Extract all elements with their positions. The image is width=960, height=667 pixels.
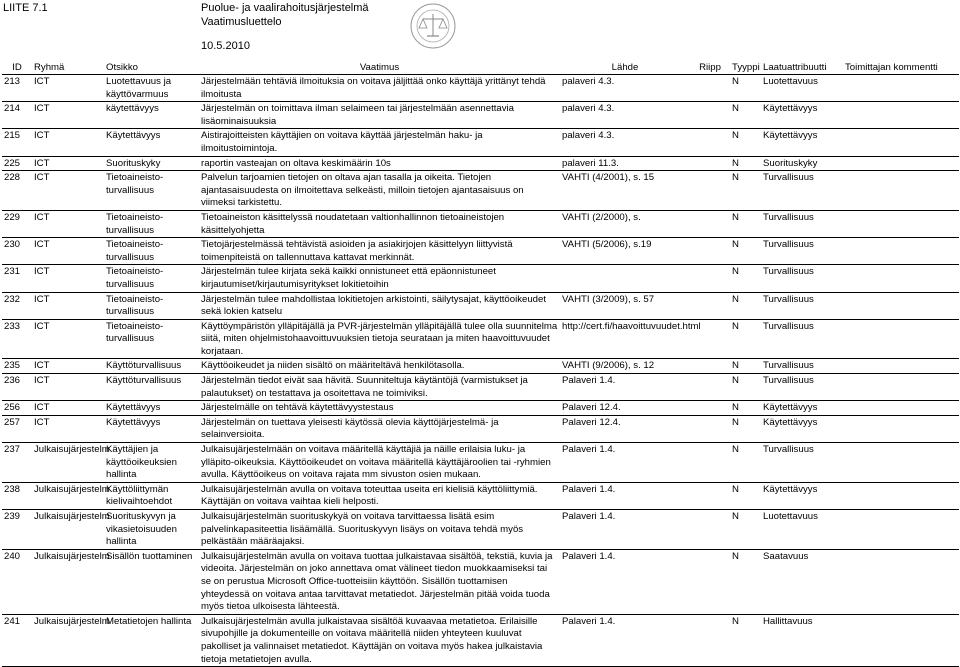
table-header-row — [2, 62, 959, 75]
cell-group: ICT — [32, 102, 104, 129]
cell-title: Tietoaineisto-turvallisuus — [104, 319, 199, 359]
cell-group: ICT — [32, 210, 104, 237]
cell-id: 232 — [2, 292, 32, 319]
cell-type: N — [730, 482, 761, 509]
cell-supplier-comment — [843, 510, 959, 550]
table-row — [2, 171, 959, 211]
cell-title: Tietoaineisto-turvallisuus — [104, 292, 199, 319]
cell-quality-attribute: Suorituskyky — [761, 156, 843, 171]
cell-title: Käyttäjien ja käyttöoikeuksien hallinta — [104, 443, 199, 483]
cell-id: 237 — [2, 443, 32, 483]
cell-dependency — [690, 292, 730, 319]
table-row — [2, 482, 959, 509]
cell-supplier-comment — [843, 319, 959, 359]
cell-supplier-comment — [843, 374, 959, 401]
cell-quality-attribute: Hallittavuus — [761, 614, 843, 666]
cell-type: N — [730, 171, 761, 211]
cell-requirement: Käyttöoikeudet ja niiden sisältö on määriteltävä henkilötasolla. — [199, 359, 560, 374]
cell-title: Käytettävyys — [104, 401, 199, 416]
column-header-dependency: Riipp — [699, 62, 721, 73]
cell-title: Tietoaineisto-turvallisuus — [104, 238, 199, 265]
cell-group: ICT — [32, 265, 104, 292]
cell-quality-attribute: Turvallisuus — [761, 319, 843, 359]
column-header-id: ID — [12, 62, 22, 73]
cell-source: Palaveri 1.4. — [560, 374, 690, 401]
table-row — [2, 415, 959, 442]
cell-dependency — [690, 171, 730, 211]
cell-dependency — [690, 210, 730, 237]
cell-id: 214 — [2, 102, 32, 129]
cell-dependency — [690, 102, 730, 129]
cell-quality-attribute: Turvallisuus — [761, 374, 843, 401]
cell-quality-attribute: Turvallisuus — [761, 265, 843, 292]
cell-type: N — [730, 292, 761, 319]
cell-group: ICT — [32, 75, 104, 102]
cell-supplier-comment — [843, 549, 959, 614]
table-row — [2, 443, 959, 483]
cell-source: VAHTI (9/2006), s. 12 — [560, 359, 690, 374]
cell-dependency — [690, 443, 730, 483]
cell-title: Tietoaineisto-turvallisuus — [104, 265, 199, 292]
cell-source: palaveri 4.3. — [560, 129, 690, 156]
cell-id: 239 — [2, 510, 32, 550]
cell-title: Käyttöturvallisuus — [104, 359, 199, 374]
table-row — [2, 374, 959, 401]
cell-supplier-comment — [843, 210, 959, 237]
cell-source: palaveri 11.3. — [560, 156, 690, 171]
cell-id: 241 — [2, 614, 32, 666]
cell-quality-attribute: Käytettävyys — [761, 415, 843, 442]
cell-type: N — [730, 238, 761, 265]
cell-id: 256 — [2, 401, 32, 416]
cell-dependency — [690, 156, 730, 171]
cell-id: 236 — [2, 374, 32, 401]
cell-source: Palaveri 12.4. — [560, 415, 690, 442]
cell-title: Suorituskyky — [104, 156, 199, 171]
cell-id: 231 — [2, 265, 32, 292]
cell-source — [560, 265, 690, 292]
cell-dependency — [690, 238, 730, 265]
cell-supplier-comment — [843, 129, 959, 156]
column-header-type: Tyyppi — [732, 62, 760, 73]
cell-quality-attribute: Turvallisuus — [761, 292, 843, 319]
cell-requirement: Järjestelmään tehtäviä ilmoituksia on voitava jäljittää onko käyttäjä yrittänyt tehdä ilmoitusta — [199, 75, 560, 102]
cell-group: ICT — [32, 401, 104, 416]
cell-supplier-comment — [843, 614, 959, 666]
table-row — [2, 129, 959, 156]
cell-source: palaveri 4.3. — [560, 102, 690, 129]
cell-requirement: Tietojärjestelmässä tehtävistä asioiden ja asiakirjojen käsittelyyn liittyvistä toimenpiteistä on tallennuttava kattavat merkinnät. — [199, 238, 560, 265]
cell-title: Tietoaineisto-turvallisuus — [104, 171, 199, 211]
cell-title: Luotettavuus ja käyttövarmuus — [104, 75, 199, 102]
cell-group: Julkaisujärjestelm — [32, 614, 104, 666]
cell-quality-attribute: Luotettavuus — [761, 510, 843, 550]
column-header-group: Ryhmä — [34, 62, 65, 73]
cell-group: ICT — [32, 292, 104, 319]
cell-title: Metatietojen hallinta — [104, 614, 199, 666]
cell-type: N — [730, 374, 761, 401]
cell-type: N — [730, 102, 761, 129]
cell-supplier-comment — [843, 238, 959, 265]
cell-id: 233 — [2, 319, 32, 359]
cell-dependency — [690, 374, 730, 401]
cell-source: palaveri 4.3. — [560, 75, 690, 102]
cell-id: 213 — [2, 75, 32, 102]
cell-group: Julkaisujärjestelm — [32, 510, 104, 550]
cell-supplier-comment — [843, 265, 959, 292]
cell-group: ICT — [32, 359, 104, 374]
cell-source: VAHTI (3/2009), s. 57 — [560, 292, 690, 319]
cell-dependency — [690, 129, 730, 156]
cell-dependency — [690, 75, 730, 102]
cell-title: Sisällön tuottaminen — [104, 549, 199, 614]
appendix-label: LIITE 7.1 — [3, 2, 48, 14]
cell-id: 235 — [2, 359, 32, 374]
title-line-2: Vaatimusluettelo — [201, 15, 282, 28]
cell-title: Käytettävyys — [104, 129, 199, 156]
cell-quality-attribute: Turvallisuus — [761, 359, 843, 374]
cell-dependency — [690, 549, 730, 614]
table-row — [2, 510, 959, 550]
cell-dependency — [690, 401, 730, 416]
cell-type: N — [730, 443, 761, 483]
cell-id: 228 — [2, 171, 32, 211]
cell-title: Tietoaineisto-turvallisuus — [104, 210, 199, 237]
cell-dependency — [690, 510, 730, 550]
cell-supplier-comment — [843, 443, 959, 483]
cell-title: Käytettävyys — [104, 415, 199, 442]
cell-quality-attribute: Käytettävyys — [761, 102, 843, 129]
cell-dependency — [690, 359, 730, 374]
cell-title: Käyttöliittymän kielivaihtoehdot — [104, 482, 199, 509]
cell-group: ICT — [32, 415, 104, 442]
table-row — [2, 359, 959, 374]
cell-quality-attribute: Turvallisuus — [761, 171, 843, 211]
column-header-quality-attribute: Laatuattribuutti — [763, 62, 827, 73]
cell-requirement: Käyttöympäristön ylläpitäjällä ja PVR-järjestelmän ylläpitäjällä tulee olla suunnitelma siitä, miten ohjelmistohaavoittuvuuksien tietoja seurataan ja miten haavoittuvuudet korjataan. — [199, 319, 560, 359]
cell-type: N — [730, 415, 761, 442]
table-row — [2, 265, 959, 292]
cell-supplier-comment — [843, 171, 959, 211]
cell-source: VAHTI (4/2001), s. 15 — [560, 171, 690, 211]
cell-group: ICT — [32, 374, 104, 401]
table-row — [2, 156, 959, 171]
cell-group: ICT — [32, 319, 104, 359]
document-title — [201, 2, 369, 29]
cell-group: Julkaisujärjestelm — [32, 482, 104, 509]
cell-id: 238 — [2, 482, 32, 509]
cell-requirement: Järjestelmän tulee mahdollistaa lokitietojen arkistointi, säilytysajat, käyttöoikeudet sekä lokien katselu — [199, 292, 560, 319]
cell-quality-attribute: Turvallisuus — [761, 238, 843, 265]
table-row — [2, 238, 959, 265]
cell-supplier-comment — [843, 75, 959, 102]
column-header-source: Lähde — [611, 62, 639, 73]
cell-source: VAHTI (2/2000), s. — [560, 210, 690, 237]
cell-source: Palaveri 1.4. — [560, 443, 690, 483]
cell-group: ICT — [32, 171, 104, 211]
cell-id: 257 — [2, 415, 32, 442]
cell-id: 225 — [2, 156, 32, 171]
cell-requirement: Järjestelmän on toimittava ilman selaimeen tai järjestelmään asennettavia lisäominaisuuksia — [199, 102, 560, 129]
document-header — [0, 0, 960, 50]
cell-supplier-comment — [843, 482, 959, 509]
cell-dependency — [690, 482, 730, 509]
cell-group: Julkaisujärjestelm — [32, 549, 104, 614]
cell-requirement: Julkaisujärjestelmän avulla julkaistavaa sisältöä kuvaavaa metatietoa. Erilaisille sivupohjille ja dokumenteille on voitava määritellä niiden yhteyteen kuuluvat pakolliset ja valinnaiset metatiedot. Käyttäjän on voitava myös hakea julkaistavia tietoja metatietojen avulla. — [199, 614, 560, 666]
table-row — [2, 614, 959, 666]
cell-dependency — [690, 415, 730, 442]
cell-supplier-comment — [843, 292, 959, 319]
cell-requirement: Julkaisujärjestelmän avulla on voitava tuottaa julkaistavaa sisältöä, tekstiä, kuvia ja videoita. Järjestelmän on joko annettava omat välineet tiedon muokkaamiseksi tai se on perustua Microsoft Office-tuotteisiin käyttöön. Sisällön tuottamisen yhteydessä on voitava antaa tarvittavat metatiedot. Järjestelmän pitää voida tuoda myös tietoa ulkoisesta lähteestä. — [199, 549, 560, 614]
column-header-title: Otsikko — [106, 62, 138, 73]
cell-source: Palaveri 1.4. — [560, 482, 690, 509]
cell-quality-attribute: Turvallisuus — [761, 443, 843, 483]
cell-source: Palaveri 1.4. — [560, 549, 690, 614]
cell-requirement: raportin vasteajan on oltava keskimäärin 10s — [199, 156, 560, 171]
cell-requirement: Tietoaineiston käsittelyssä noudatetaan valtionhallinnon tietoaineistojen käsittelyohjetta — [199, 210, 560, 237]
cell-type: N — [730, 359, 761, 374]
cell-dependency — [690, 614, 730, 666]
title-line-1: Puolue- ja vaalirahoitusjärjestelmä — [201, 2, 369, 14]
table-row — [2, 210, 959, 237]
cell-supplier-comment — [843, 102, 959, 129]
table-row — [2, 549, 959, 614]
cell-requirement: Aistirajoitteisten käyttäjien on voitava käyttää järjestelmän haku- ja ilmoitustoimintoja. — [199, 129, 560, 156]
ministry-seal-logo — [407, 2, 459, 50]
cell-supplier-comment — [843, 156, 959, 171]
cell-requirement: Järjestelmän tulee kirjata sekä kaikki onnistuneet että epäonnistuneet kirjautumiset/kirjautumisyritykset lokitietoihin — [199, 265, 560, 292]
cell-type: N — [730, 156, 761, 171]
cell-group: Julkaisujärjestelm — [32, 443, 104, 483]
cell-quality-attribute: Turvallisuus — [761, 210, 843, 237]
cell-type: N — [730, 129, 761, 156]
cell-requirement: Järjestelmän tiedot eivät saa hävitä. Suunniteltuja käytäntöjä (varmistukset ja palautukset) on testattava ja osoitettava ne toimiviksi. — [199, 374, 560, 401]
cell-quality-attribute: Saatavuus — [761, 549, 843, 614]
cell-quality-attribute: Luotettavuus — [761, 75, 843, 102]
cell-source: http://cert.fi/haavoittuvuudet.html — [560, 319, 690, 359]
cell-type: N — [730, 510, 761, 550]
table-row — [2, 292, 959, 319]
cell-quality-attribute: Käytettävyys — [761, 482, 843, 509]
cell-id: 215 — [2, 129, 32, 156]
table-row — [2, 319, 959, 359]
table-row — [2, 401, 959, 416]
cell-requirement: Palvelun tarjoamien tietojen on oltava ajan tasalla ja oikeita. Tietojen ajantasaisuudesta on ilmoitettava selkeästi, milloin tietojen ajantasaisuus on viimeksi tarkistettu. — [199, 171, 560, 211]
cell-quality-attribute: Käytettävyys — [761, 401, 843, 416]
cell-type: N — [730, 210, 761, 237]
cell-group: ICT — [32, 129, 104, 156]
table-row — [2, 75, 959, 102]
cell-requirement: Järjestelmän on tuettava yleisesti käytössä olevia käyttöjärjestelmä- ja selainversioita. — [199, 415, 560, 442]
cell-type: N — [730, 265, 761, 292]
cell-type: N — [730, 549, 761, 614]
cell-group: ICT — [32, 238, 104, 265]
cell-group: ICT — [32, 156, 104, 171]
cell-type: N — [730, 401, 761, 416]
cell-title: käytettävyys — [104, 102, 199, 129]
cell-type: N — [730, 614, 761, 666]
cell-id: 229 — [2, 210, 32, 237]
cell-id: 240 — [2, 549, 32, 614]
requirements-table — [2, 62, 959, 667]
cell-source: Palaveri 1.4. — [560, 614, 690, 666]
cell-source: VAHTI (5/2006), s.19 — [560, 238, 690, 265]
cell-source: Palaveri 12.4. — [560, 401, 690, 416]
cell-requirement: Julkaisujärjestelmään on voitava määritellä käyttäjiä ja näille erilaisia luku- ja ylläpito-oikeuksia. Käyttöoikeudet on voitava määritellä käyttäjäroolien tai -ryhmien avulla. Käyttöoikeus on voitava rajata mm sivuston osien mukaan. — [199, 443, 560, 483]
cell-requirement: Järjestelmälle on tehtävä käytettävyystestaus — [199, 401, 560, 416]
cell-type: N — [730, 319, 761, 359]
cell-dependency — [690, 265, 730, 292]
cell-source: Palaveri 1.4. — [560, 510, 690, 550]
cell-supplier-comment — [843, 359, 959, 374]
cell-quality-attribute: Käytettävyys — [761, 129, 843, 156]
cell-supplier-comment — [843, 401, 959, 416]
column-header-supplier-comment: Toimittajan kommentti — [845, 62, 938, 73]
cell-supplier-comment — [843, 415, 959, 442]
cell-type: N — [730, 75, 761, 102]
document-date: 10.5.2010 — [201, 40, 250, 52]
cell-id: 230 — [2, 238, 32, 265]
cell-requirement: Julkaisujärjestelmän avulla on voitava toteuttaa useita eri kielisiä käyttöliittymiä. Käyttäjän on voitava vaihtaa kieli helposti. — [199, 482, 560, 509]
cell-title: Suorituskyvyn ja vikasietoisuuden hallinta — [104, 510, 199, 550]
column-header-requirement: Vaatimus — [359, 62, 400, 73]
cell-requirement: Julkaisujärjestelmän suorituskykyä on voitava tarvittaessa lisätä esim palvelinkapasiteettia lisäämällä. Suorituskyvyn lisäys on voitava tehdä myös pelkästään määräajaksi. — [199, 510, 560, 550]
cell-title: Käyttöturvallisuus — [104, 374, 199, 401]
table-row — [2, 102, 959, 129]
